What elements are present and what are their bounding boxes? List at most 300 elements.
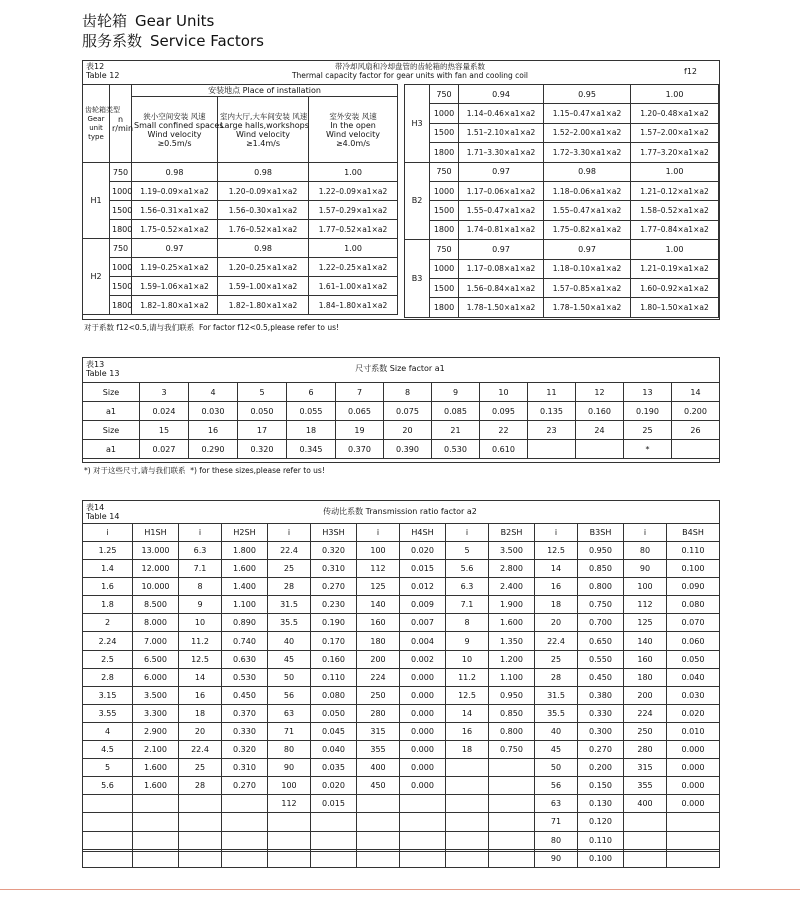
size-cell: 13 — [624, 383, 672, 402]
ratio-cell: 0.530 — [222, 668, 268, 686]
ratio-cell: 16 — [179, 686, 222, 704]
ratio-cell: 9 — [446, 632, 489, 650]
ratio-cell: 35.5 — [268, 614, 311, 632]
bottom-divider — [0, 889, 800, 890]
ratio-cell: 450 — [357, 777, 400, 795]
ratio-cell: 112 — [268, 795, 311, 813]
table13-title-en: Size factor a1 — [389, 364, 445, 373]
col-speed-unit: r/min — [112, 123, 134, 133]
ratio-cell: 0.070 — [667, 614, 720, 632]
factor-cell: 1.21–0.19×a1×a2 — [631, 259, 719, 278]
factor-cell: 1.17–0.08×a1×a2 — [459, 259, 544, 278]
table14 — [82, 523, 720, 868]
ratio-cell: 1.6 — [83, 578, 133, 596]
factor-cell: 1.56–0.31×a1×a2 — [132, 201, 218, 220]
place-en: Large halls,workshops — [220, 120, 309, 130]
factor-cell: 1.57–0.29×a1×a2 — [309, 201, 398, 220]
ratio-cell: 0.170 — [311, 632, 357, 650]
ratio-cell: 400 — [624, 795, 667, 813]
ratio-cell: 45 — [268, 650, 311, 668]
ratio-cell — [268, 813, 311, 831]
ratio-cell: 0.015 — [311, 795, 357, 813]
ratio-cell: 200 — [357, 650, 400, 668]
table-row — [83, 704, 720, 722]
ratio-cell: 1.400 — [222, 578, 268, 596]
ratio-cell — [357, 813, 400, 831]
ratio-cell: 0.380 — [578, 686, 624, 704]
ratio-cell: 8 — [446, 614, 489, 632]
factor-cell: 0.97 — [459, 162, 544, 181]
ratio-cell: 160 — [624, 650, 667, 668]
col-gear-type — [83, 85, 120, 163]
ratio-cell: 1.600 — [133, 759, 179, 777]
table-header-row — [83, 524, 720, 542]
ratio-cell: 5 — [446, 542, 489, 560]
ratio-cell: 3.15 — [83, 686, 133, 704]
table14-title — [290, 507, 510, 517]
size-cell: 9 — [432, 383, 480, 402]
ratio-cell: 0.150 — [578, 777, 624, 795]
size-cell: 0.190 — [624, 402, 672, 421]
size-cell: 14 — [672, 383, 720, 402]
table-row — [405, 240, 719, 259]
table12-symbol: f12 — [684, 67, 697, 76]
table-row — [405, 259, 719, 278]
ratio-cell: 0.110 — [578, 831, 624, 849]
table12-footnote-en: For factor f12<0.5,please refer to us! — [198, 323, 339, 332]
ratio-cell: 0.000 — [400, 722, 446, 740]
size-cell: 8 — [384, 383, 432, 402]
ratio-cell: 40 — [268, 632, 311, 650]
ratio-cell: 112 — [624, 596, 667, 614]
ratio-cell — [446, 813, 489, 831]
place-en: In the open — [330, 120, 376, 130]
ratio-cell: 20 — [535, 614, 578, 632]
ratio-cell: 0.310 — [222, 759, 268, 777]
column-header: H1SH — [133, 524, 179, 542]
ratio-cell: 0.630 — [222, 650, 268, 668]
ratio-cell: 0.000 — [400, 686, 446, 704]
ratio-cell: 0.000 — [667, 795, 720, 813]
factor-cell: 1.00 — [631, 85, 719, 104]
ratio-cell — [311, 849, 357, 867]
ratio-cell — [268, 849, 311, 867]
ratio-cell: 7.1 — [179, 560, 222, 578]
ratio-cell: 0.012 — [400, 578, 446, 596]
factor-cell: 1.22–0.09×a1×a2 — [309, 182, 398, 201]
ratio-cell: 9 — [179, 596, 222, 614]
ratio-cell: 3.500 — [133, 686, 179, 704]
ratio-cell: 0.310 — [311, 560, 357, 578]
ratio-cell: 13.000 — [133, 542, 179, 560]
ratio-cell: 0.270 — [222, 777, 268, 795]
table-row — [83, 182, 398, 201]
ratio-cell: 6.3 — [179, 542, 222, 560]
ratio-cell: 1.600 — [222, 560, 268, 578]
factor-cell: 1.72–3.30×a1×a2 — [544, 143, 631, 162]
ratio-cell: 0.000 — [667, 777, 720, 795]
factor-cell: 1.52–2.00×a1×a2 — [544, 123, 631, 142]
size-cell: 6 — [287, 383, 336, 402]
table-row — [83, 632, 720, 650]
ratio-cell: 0.040 — [667, 668, 720, 686]
ratio-cell: 250 — [624, 722, 667, 740]
factor-cell: 1.00 — [631, 162, 719, 181]
ratio-cell: 2.900 — [133, 722, 179, 740]
table13-title — [300, 364, 500, 374]
speed-cell: 1800 — [430, 220, 459, 239]
ratio-cell: 0.550 — [578, 650, 624, 668]
ratio-cell: 11.2 — [179, 632, 222, 650]
place-header-cell — [218, 97, 309, 163]
ratio-cell: 112 — [357, 560, 400, 578]
factor-cell: 1.56–0.30×a1×a2 — [218, 201, 309, 220]
ratio-cell: 6.500 — [133, 650, 179, 668]
ratio-cell: 10.000 — [133, 578, 179, 596]
ratio-cell: 315 — [624, 759, 667, 777]
ratio-cell: 0.190 — [311, 614, 357, 632]
ratio-cell: 250 — [357, 686, 400, 704]
ratio-cell: 0.110 — [311, 668, 357, 686]
gear-type-cell: B3 — [405, 240, 430, 318]
table12-footnote — [84, 322, 339, 333]
ratio-cell: 56 — [268, 686, 311, 704]
size-cell: 0.065 — [336, 402, 384, 421]
ratio-cell: 0.800 — [489, 722, 535, 740]
ratio-cell: 90 — [535, 849, 578, 867]
ratio-cell — [179, 795, 222, 813]
ratio-cell: 5.6 — [83, 777, 133, 795]
speed-cell: 1000 — [430, 104, 459, 123]
ratio-cell: 28 — [268, 578, 311, 596]
ratio-cell: 12.000 — [133, 560, 179, 578]
size-cell — [528, 440, 576, 459]
ratio-cell: 0.000 — [400, 777, 446, 795]
ratio-cell: 14 — [446, 704, 489, 722]
ratio-cell — [357, 831, 400, 849]
table12-label-cn: 表12 — [86, 62, 105, 71]
col-speed — [110, 85, 132, 163]
ratio-cell: 0.080 — [667, 596, 720, 614]
place-header: 安装地点 Place of installation — [132, 85, 398, 97]
table-row — [83, 163, 398, 182]
factor-cell: 1.20–0.09×a1×a2 — [218, 182, 309, 201]
ratio-cell: 160 — [357, 614, 400, 632]
ratio-cell: 0.450 — [222, 686, 268, 704]
ratio-cell: 0.035 — [311, 759, 357, 777]
speed-cell: 750 — [430, 240, 459, 259]
ratio-cell: 25 — [179, 759, 222, 777]
ratio-cell: 1.100 — [222, 596, 268, 614]
place-wind: Wind velocity — [147, 129, 202, 139]
column-header: i — [83, 524, 133, 542]
factor-cell: 1.00 — [309, 163, 398, 182]
ratio-cell: 18 — [535, 596, 578, 614]
place-v: ≥0.5m/s — [157, 138, 192, 148]
ratio-cell: 22.4 — [179, 741, 222, 759]
ratio-cell — [83, 849, 133, 867]
ratio-cell: 100 — [268, 777, 311, 795]
ratio-cell: 355 — [624, 777, 667, 795]
factor-cell: 1.55–0.47×a1×a2 — [459, 201, 544, 220]
row-header-cell: Size — [83, 383, 140, 402]
size-cell: 18 — [287, 421, 336, 440]
factor-cell: 1.00 — [309, 239, 398, 258]
ratio-cell: 100 — [357, 542, 400, 560]
ratio-cell — [133, 813, 179, 831]
table-row — [83, 596, 720, 614]
ratio-cell: 8 — [179, 578, 222, 596]
table-row — [83, 831, 720, 849]
table-row — [83, 383, 720, 402]
ratio-cell — [489, 831, 535, 849]
table-row — [83, 668, 720, 686]
ratio-cell: 0.040 — [311, 741, 357, 759]
row-header-cell: Size — [83, 421, 140, 440]
ratio-cell: 1.25 — [83, 542, 133, 560]
place-header-cell — [309, 97, 398, 163]
table13-title-cn: 尺寸系数 — [355, 364, 388, 373]
title-en: Gear Units — [135, 12, 215, 30]
table-row — [83, 813, 720, 831]
ratio-cell: 31.5 — [268, 596, 311, 614]
ratio-cell — [83, 813, 133, 831]
ratio-cell: 40 — [535, 722, 578, 740]
ratio-cell: 16 — [446, 722, 489, 740]
table12-title-en: Thermal capacity factor for gear units with fan and cooling coil — [291, 71, 529, 80]
table12-right — [404, 84, 719, 318]
factor-cell: 1.60–0.92×a1×a2 — [631, 278, 719, 297]
factor-cell: 1.55–0.47×a1×a2 — [544, 201, 631, 220]
ratio-cell: 2.400 — [489, 578, 535, 596]
factor-cell: 1.19–0.25×a1×a2 — [132, 258, 218, 277]
ratio-cell — [400, 813, 446, 831]
ratio-cell — [222, 813, 268, 831]
ratio-cell: 28 — [179, 777, 222, 795]
ratio-cell: 8.000 — [133, 614, 179, 632]
factor-cell: 1.74–0.81×a1×a2 — [459, 220, 544, 239]
ratio-cell: 16 — [535, 578, 578, 596]
ratio-cell: 400 — [357, 759, 400, 777]
col-gear-type-en3: type — [88, 132, 104, 141]
gear-type-cell: H2 — [83, 239, 110, 315]
ratio-cell: 0.000 — [400, 704, 446, 722]
speed-cell: 1500 — [430, 201, 459, 220]
ratio-cell: 0.007 — [400, 614, 446, 632]
table-row — [83, 686, 720, 704]
column-header: H3SH — [311, 524, 357, 542]
size-cell: 21 — [432, 421, 480, 440]
size-cell: 0.085 — [432, 402, 480, 421]
place-header-cell — [132, 97, 224, 163]
ratio-cell: 0.020 — [400, 542, 446, 560]
table13-label-cn: 表13 — [86, 360, 105, 369]
col-gear-type-cn: 齿轮箱类型 — [85, 105, 120, 114]
place-v: ≥4.0m/s — [335, 138, 371, 148]
factor-cell: 1.14–0.46×a1×a2 — [459, 104, 544, 123]
factor-cell: 1.59–1.06×a1×a2 — [132, 277, 218, 296]
size-cell: 22 — [480, 421, 528, 440]
ratio-cell: 3.300 — [133, 704, 179, 722]
ratio-cell: 0.330 — [578, 704, 624, 722]
size-cell: 20 — [384, 421, 432, 440]
size-cell: 19 — [336, 421, 384, 440]
ratio-cell — [311, 831, 357, 849]
size-cell: 0.200 — [672, 402, 720, 421]
ratio-cell: 2.800 — [489, 560, 535, 578]
col-gear-type-en1: Gear — [87, 114, 105, 123]
ratio-cell: 0.370 — [222, 704, 268, 722]
ratio-cell: 0.300 — [578, 722, 624, 740]
ratio-cell: 180 — [624, 668, 667, 686]
ratio-cell: 50 — [268, 668, 311, 686]
table-row — [83, 440, 720, 459]
ratio-cell: 1.4 — [83, 560, 133, 578]
table14-title-en: Transmission ratio factor a2 — [365, 507, 477, 516]
ratio-cell: 1.900 — [489, 596, 535, 614]
ratio-cell: 0.750 — [489, 741, 535, 759]
table-row — [405, 143, 719, 162]
factor-cell: 1.15–0.47×a1×a2 — [544, 104, 631, 123]
gear-type-cell: H3 — [405, 85, 430, 163]
col-speed-n: n — [117, 114, 124, 124]
ratio-cell — [133, 795, 179, 813]
ratio-cell: 0.050 — [667, 650, 720, 668]
size-cell: 4 — [189, 383, 238, 402]
table-row — [83, 258, 398, 277]
column-header: B2SH — [489, 524, 535, 542]
col-gear-type-en2: unit — [89, 123, 103, 132]
column-header: i — [446, 524, 489, 542]
factor-cell: 1.82–1.80×a1×a2 — [132, 296, 218, 315]
ratio-cell: 280 — [624, 741, 667, 759]
ratio-cell: 25 — [535, 650, 578, 668]
ratio-cell: 100 — [624, 578, 667, 596]
size-cell: 7 — [336, 383, 384, 402]
place-cn: 室内大厅,大车间安装 风速 — [220, 111, 308, 121]
size-cell: 0.290 — [189, 440, 238, 459]
place-en: Small confined spaces — [134, 120, 224, 130]
ratio-cell — [268, 831, 311, 849]
size-cell — [672, 440, 720, 459]
ratio-cell: 0.009 — [400, 596, 446, 614]
table-row — [83, 421, 720, 440]
ratio-cell: 0.030 — [667, 686, 720, 704]
column-header: B4SH — [667, 524, 720, 542]
ratio-cell — [667, 831, 720, 849]
speed-cell: 1000 — [110, 182, 132, 201]
ratio-cell: 315 — [357, 722, 400, 740]
ratio-cell: 224 — [624, 704, 667, 722]
ratio-cell: 1.600 — [133, 777, 179, 795]
ratio-cell: 0.010 — [667, 722, 720, 740]
table-row — [83, 722, 720, 740]
size-cell: 12 — [576, 383, 624, 402]
factor-cell: 0.94 — [459, 85, 544, 104]
ratio-cell: 11.2 — [446, 668, 489, 686]
ratio-cell: 0.000 — [667, 759, 720, 777]
ratio-cell — [624, 813, 667, 831]
ratio-cell: 0.800 — [578, 578, 624, 596]
table-row — [83, 542, 720, 560]
ratio-cell — [357, 849, 400, 867]
ratio-cell: 0.700 — [578, 614, 624, 632]
ratio-cell: 71 — [535, 813, 578, 831]
table-row — [83, 560, 720, 578]
ratio-cell: 63 — [535, 795, 578, 813]
ratio-cell — [624, 849, 667, 867]
ratio-cell: 0.650 — [578, 632, 624, 650]
factor-cell: 1.71–3.30×a1×a2 — [459, 143, 544, 162]
ratio-cell: 14 — [179, 668, 222, 686]
factor-cell: 0.97 — [544, 240, 631, 259]
speed-cell: 1500 — [110, 201, 132, 220]
table12-footnote-cn: 对于系数 f12<0.5,请与我们联系 — [84, 323, 195, 332]
speed-cell: 1500 — [430, 123, 459, 142]
ratio-cell: 140 — [357, 596, 400, 614]
ratio-cell: 0.130 — [578, 795, 624, 813]
factor-cell: 1.21–0.12×a1×a2 — [631, 181, 719, 200]
factor-cell: 1.82–1.80×a1×a2 — [218, 296, 309, 315]
factor-cell: 0.97 — [132, 239, 218, 258]
factor-cell: 1.57–0.85×a1×a2 — [544, 278, 631, 297]
row-header-cell: a1 — [83, 440, 140, 459]
factor-cell: 1.59–1.00×a1×a2 — [218, 277, 309, 296]
ratio-cell: 5.6 — [446, 560, 489, 578]
ratio-cell — [489, 813, 535, 831]
ratio-cell: 0.740 — [222, 632, 268, 650]
factor-cell: 0.98 — [132, 163, 218, 182]
ratio-cell: 280 — [357, 704, 400, 722]
ratio-cell: 0.950 — [578, 542, 624, 560]
column-header: H4SH — [400, 524, 446, 542]
factor-cell: 1.75–0.82×a1×a2 — [544, 220, 631, 239]
speed-cell: 1000 — [430, 259, 459, 278]
column-header: H2SH — [222, 524, 268, 542]
table-row — [405, 104, 719, 123]
ratio-cell: 12.5 — [179, 650, 222, 668]
speed-cell: 1500 — [110, 277, 132, 296]
ratio-cell — [222, 849, 268, 867]
ratio-cell: 45 — [535, 741, 578, 759]
ratio-cell: 0.004 — [400, 632, 446, 650]
ratio-cell: 0.320 — [222, 741, 268, 759]
ratio-cell: 6.000 — [133, 668, 179, 686]
column-header: i — [179, 524, 222, 542]
ratio-cell — [489, 759, 535, 777]
factor-cell: 1.75–0.52×a1×a2 — [132, 220, 218, 239]
ratio-cell — [667, 813, 720, 831]
ratio-cell: 1.350 — [489, 632, 535, 650]
ratio-cell: 125 — [357, 578, 400, 596]
ratio-cell — [667, 849, 720, 867]
factor-cell: 0.98 — [218, 239, 309, 258]
ratio-cell: 6.3 — [446, 578, 489, 596]
table-row — [83, 578, 720, 596]
ratio-cell: 35.5 — [535, 704, 578, 722]
table13-footnote-en: *) for these sizes,please refer to us! — [190, 466, 325, 475]
size-cell: 0.055 — [287, 402, 336, 421]
ratio-cell: 0.950 — [489, 686, 535, 704]
size-cell: 0.610 — [480, 440, 528, 459]
row-header-cell: a1 — [83, 402, 140, 421]
ratio-cell: 0.060 — [667, 632, 720, 650]
ratio-cell: 200 — [624, 686, 667, 704]
ratio-cell: 0.000 — [400, 668, 446, 686]
table-row — [405, 220, 719, 239]
ratio-cell: 224 — [357, 668, 400, 686]
ratio-cell — [446, 777, 489, 795]
